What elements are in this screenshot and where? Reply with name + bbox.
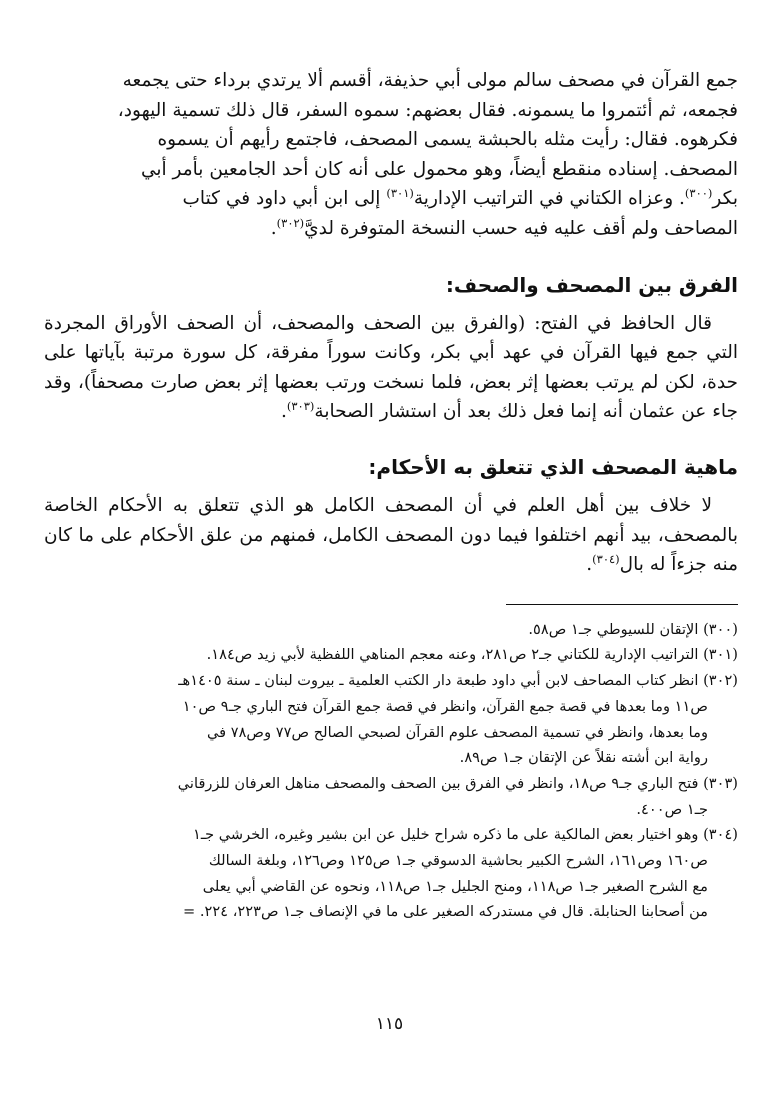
intro-line-5 (44, 184, 738, 214)
book-page (44, 66, 738, 1107)
footnote-ref-300[interactable]: (٣٠٠) (684, 186, 713, 201)
intro-line-2: فجمعه، ثم أئتمروا ما يسمونه. فقال بعضهم: سموه السفر، قال ذلك تسمية اليهود، (117, 99, 738, 121)
footnote-303-line-2: جـ١ ص٤٠٠. (636, 800, 708, 818)
intro-line-1: جمع القرآن في مصحف سالم مولى أبي حذيفة، أقسم ألا يرتدي برداء حتى يجمعه (122, 70, 738, 91)
footnote-separator (506, 604, 738, 605)
intro-line-5-text-a: بكر (712, 188, 738, 210)
footnote-300-line-1: (٣٠٠) الإتقان للسيوطي جـ١ ص٥٨. (528, 620, 738, 638)
footnote-ref-304[interactable]: (٣٠٤) (592, 551, 620, 566)
footnote-302-line-1: (٣٠٢) انظر كتاب المصاحف لابن أبي داود طبعة دار الكتب العلمية ـ بيروت لبنان ـ سنة ١٤٠٥هـ (178, 672, 738, 690)
footnote-300 (44, 617, 738, 643)
footnote-304-line-2: ص١٦٠ وص١٦١، الشرح الكبير بحاشية الدسوقي جـ١ ص١٢٥ وص١٢٦، وبلغة السالك (208, 852, 708, 870)
intro-paragraph (44, 66, 738, 244)
intro-line-4: المصحف. إسناده منقطع أيضاً، وهو محمول على أنه كان أحد الجامعين بأمر أبي (140, 158, 738, 180)
footnote-304-line-1: (٣٠٤) وهو اختيار بعض المالكية على ما ذكره شراح خليل عن ابن بشير وغيره، الخرشي جـ١ (192, 826, 738, 844)
footnote-304 (44, 822, 738, 925)
footnote-304-line-3: مع الشرح الصغير جـ١ ص١١٨، ومنح الجليل جـ١ ص١١٨، ونحوه عن القاضي أبي يعلى (202, 877, 708, 895)
footnotes (44, 617, 738, 925)
section-text-rulings: لا خلاف بين أهل العلم في أن المصحف الكامل هو الذي تتعلق به الأحكام الخاصة بالمصحف، بيد أنهم اختلفوا فيما دون المصحف الكامل، فمنهم من علق الأحكام على ما كان منه جزءاً له بال (44, 494, 738, 576)
section-text-difference: قال الحافظ في الفتح: (والفرق بين الصحف والمصحف، أن الصحف الأوراق المجردة التي جمع فيها القرآن في عهد أبي بكر، وكانت سوراً مفرقة، كل سورة مرتبة بآياتها على حدة، لكن لم يرتب بعضها إثر بعض، فلما نسخت ورتب بعضها إثر بعض صارت مصحفاً)، وقد جاء عن عثمان أنه إنما فعل ذلك بعد أن استشار الصحابة (44, 312, 738, 423)
footnote-301-line-1: (٣٠١) التراتيب الإدارية للكتاني جـ٢ ص٢٨١، وعنه معجم المناهي اللفظية لأبي زيد ص١٨٤. (206, 646, 738, 664)
section-paragraph-rulings (44, 491, 738, 580)
intro-line-5-text-c: إلى ابن أبي داود في كتاب (182, 188, 387, 210)
section-heading-rulings: ماهية المصحف الذي تتعلق به الأحكام: (368, 454, 738, 479)
section-text-rulings-end: . (586, 554, 593, 576)
footnote-303 (44, 771, 738, 822)
intro-line-6-text: المصاحف ولم أقف عليه فيه حسب النسخة المتوفرة لديَّ (304, 217, 738, 239)
section-paragraph-difference (44, 309, 738, 427)
intro-line-5-text-b: . وعزاه الكتاني في التراتيب الإدارية (413, 188, 685, 210)
intro-line-3: فكرهوه. فقال: رأيت مثله بالحبشة يسمى المصحف، فاجتمع رأيهم أن يسموه (157, 129, 738, 151)
footnote-ref-303[interactable]: (٣٠٣) (286, 399, 315, 414)
footnote-302-line-3: وما بعدها، وانظر في تسمية المصحف علوم القرآن لصبحي الصالح ص٧٧ وص٧٨ في (206, 723, 708, 741)
section-text-difference-end: . (280, 401, 287, 423)
footnote-ref-302[interactable]: (٣٠٢) (276, 215, 305, 230)
section-heading-difference: الفرق بين المصحف والصحف: (445, 272, 738, 297)
page-number: ١١٥ (375, 1014, 404, 1034)
footnote-separator-wrap (44, 604, 738, 605)
footnote-301 (44, 642, 738, 668)
footnote-304-line-4: من أصحابنا الحنابلة. قال في مستدركه الصغير على ما في الإنصاف جـ١ ص٢٢٣، ٢٢٤. = (183, 903, 708, 921)
intro-line-6-end: . (270, 217, 277, 239)
footnote-ref-301[interactable]: (٣٠١) (386, 186, 414, 201)
footnote-302 (44, 668, 738, 771)
footnote-302-line-4: رواية ابن أشته نقلاً عن الإتقان جـ١ ص٨٩. (459, 749, 708, 767)
footnote-302-line-2: ص١١ وما بعدها في قصة جمع القرآن، وانظر في قصة جمع القرآن فتح الباري جـ٩ ص١٠ (182, 697, 708, 715)
footnote-303-line-1: (٣٠٣) فتح الباري جـ٩ ص١٨، وانظر في الفرق بين الصحف والمصحف مناهل العرفان للزرقاني (177, 774, 738, 792)
intro-line-6 (44, 214, 738, 244)
